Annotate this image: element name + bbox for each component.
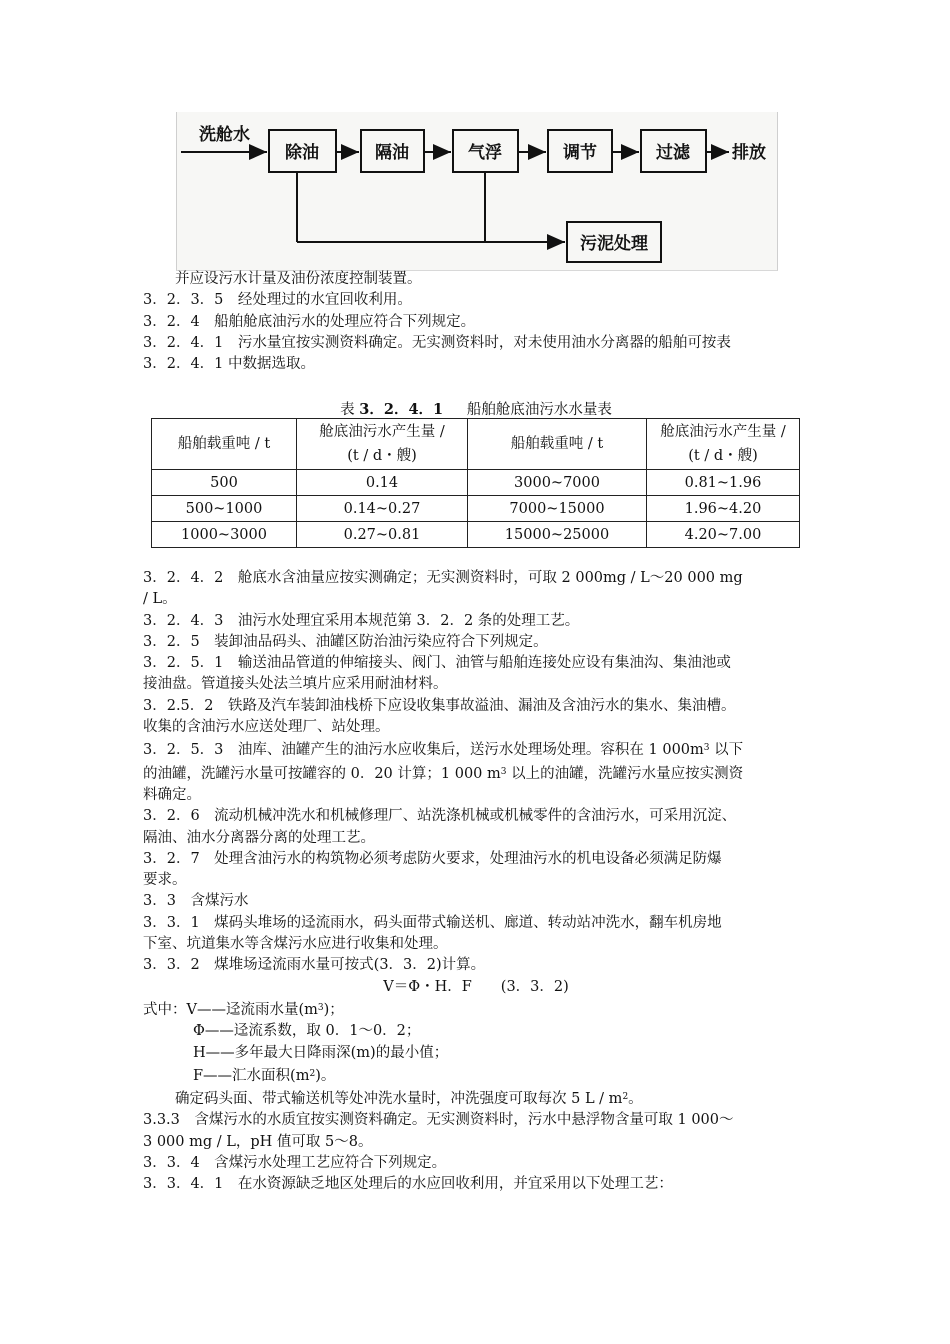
paragraph: 3．2．5 装卸油品码头、油罐区防治油污染应符合下列规定。	[143, 633, 548, 650]
paragraph: 料确定。	[143, 786, 201, 803]
paragraph: 3．2．3．5 经处理过的水宜回收利用。	[143, 292, 412, 309]
text-span: 以上的油罐，洗罐污水量应按实测资	[506, 765, 744, 782]
table-caption-number: 3．2．4．1	[359, 401, 444, 418]
box-adjust-label: 调节	[563, 143, 597, 163]
formula: V＝Φ・H．F (3．3．2)	[383, 978, 569, 995]
paragraph: 3．2．6 流动机械冲洗水和机械修理厂、站洗涤机械或机械零件的含油污水，可采用沉淀、	[143, 808, 737, 825]
table-cell: 1000~3000	[152, 522, 297, 548]
paragraph: 下室、坑道集水等含煤污水应进行收集和处理。	[143, 936, 448, 953]
table-cell: 1.96~4.20	[647, 496, 800, 522]
text-span: )。	[315, 1067, 336, 1084]
table-row	[152, 496, 800, 522]
top-paragraphs	[143, 269, 809, 375]
table-cell: 0.14~0.27	[297, 496, 468, 522]
paragraph: 并应设污水计量及油份浓度控制装置。	[175, 271, 422, 287]
superscript: 3	[500, 766, 507, 777]
paragraph: Φ——迳流系数，取 0．1～0．2；	[193, 1023, 421, 1040]
paragraph: 3．3．2 煤堆场迳流雨水量可按式(3．3．2)计算。	[143, 957, 486, 974]
text-span: 的油罐，洗罐污水量可按罐容的 0．20 计算；1 000 m	[143, 765, 501, 782]
table-row	[152, 470, 800, 496]
table-caption-prefix: 表	[340, 402, 355, 418]
paragraph	[143, 738, 809, 761]
table-cell: 500	[152, 470, 297, 496]
paragraph: / L。	[143, 591, 177, 608]
table-cell: 0.27~0.81	[297, 522, 468, 548]
paragraph	[143, 1064, 809, 1087]
process-flow-diagram	[176, 112, 778, 271]
box-oil-separation-label: 隔油	[375, 143, 409, 163]
paragraph: 3．2．4．2 舱底水含油量应按实测确定；无实测资料时，可取 2 000mg / L～20 000 mg	[143, 570, 743, 586]
header-cell: 船舶载重吨 / t	[468, 419, 647, 470]
text-span: 以下	[709, 742, 744, 759]
header-cell-line: 舱底油污水产生量 /	[319, 424, 445, 440]
header-cell-line: 舱底油污水产生量 /	[660, 424, 786, 440]
box-flotation-label: 气浮	[468, 143, 502, 163]
flow-diagram-svg	[177, 112, 777, 270]
table-row	[152, 522, 800, 548]
paragraph: 隔油、油水分离器分离的处理工艺。	[143, 829, 375, 846]
text-span: 。	[628, 1091, 643, 1108]
text-span: 确定码头面、带式输送机等处冲洗水量时，冲洗强度可取每次 5 L / m	[175, 1091, 623, 1108]
text-span: 式中：V——迳流雨水量(m	[143, 1001, 318, 1018]
paragraph: 3．2．5．1 输送油品管道的伸缩接头、阀门、油管与船舶连接处应设有集油沟、集油池或	[143, 655, 731, 672]
paragraph: 3．2．4 船舶舱底油污水的处理应符合下列规定。	[143, 313, 476, 330]
paragraph	[143, 1087, 809, 1110]
table-cell: 0.14	[297, 470, 468, 496]
table-cell: 3000~7000	[468, 470, 647, 496]
table-header-row	[152, 419, 800, 470]
superscript: 2	[309, 1068, 316, 1079]
oil-water-volume-table	[151, 418, 800, 548]
text-span: F——汇水面积(m	[193, 1067, 310, 1084]
paragraph: 3．3．1 煤码头堆场的迳流雨水，码头面带式输送机、廊道、转动站冲洗水，翻车机房地	[143, 914, 722, 931]
paragraph: 3．3．4．1 在水资源缺乏地区处理后的水应回收利用，并宜采用以下处理工艺：	[143, 1176, 673, 1193]
superscript: 2	[622, 1092, 629, 1103]
paragraph: 3．2．4．1 污水量宜按实测资料确定。无实测资料时，对未使用油水分离器的船舶可按表	[143, 334, 731, 351]
paragraph: 收集的含油污水应送处理厂、站处理。	[143, 719, 390, 736]
superscript: 3	[317, 1002, 324, 1013]
header-cell	[647, 419, 800, 470]
paragraph: 接油盘。管道接头处法兰填片应采用耐油材料。	[143, 676, 448, 693]
paragraph	[143, 762, 809, 785]
box-oil-removal-label: 除油	[285, 143, 319, 163]
paragraph: 3．3．4 含煤污水处理工艺应符合下列规定。	[143, 1155, 447, 1172]
box-filter-label: 过滤	[656, 143, 690, 163]
text-span: 3．2．5．3 油库、油罐产生的油污水应收集后，送污水处理场处理。容积在 1 000m	[143, 742, 704, 759]
paragraph: 3 000 mg / L，pH 值可取 5～8。	[143, 1133, 373, 1150]
superscript: 3	[703, 743, 710, 754]
paragraph: 3．2．7 处理含油污水的构筑物必须考虑防火要求，处理油污水的机电设备必须满足防爆	[143, 850, 722, 867]
table-caption-title: 船舶舱底油污水水量表	[466, 402, 612, 418]
table-cell: 15000~25000	[468, 522, 647, 548]
table-cell: 4.20~7.00	[647, 522, 800, 548]
header-cell-line: (t / d・艘)	[347, 448, 417, 464]
table-cell: 500~1000	[152, 496, 297, 522]
table-cell: 0.81~1.96	[647, 470, 800, 496]
table-caption	[143, 398, 809, 419]
paragraph: 3．2．4．1 中数据选取。	[143, 356, 316, 373]
header-cell: 船舶载重吨 / t	[152, 419, 297, 470]
paragraph	[143, 998, 809, 1021]
header-cell-line: (t / d・艘)	[688, 448, 758, 464]
diagram-output-label: 排放	[732, 143, 766, 163]
paragraph: 3．2．4．3 油污水处理宜采用本规范第 3．2．2 条的处理工艺。	[143, 612, 580, 629]
table-cell: 7000~15000	[468, 496, 647, 522]
box-sludge-treatment-label: 污泥处理	[580, 234, 648, 254]
diagram-input-label: 洗舱水	[199, 125, 250, 145]
paragraph: 3．2.5．2 铁路及汽车装卸油栈桥下应设收集事故溢油、漏油及含油污水的集水、集油槽。	[143, 697, 736, 714]
text-span: )；	[323, 1001, 344, 1018]
paragraph: 要求。	[143, 872, 187, 889]
paragraph: 3.3.3 含煤污水的水质宜按实测资料确定。无实测资料时，污水中悬浮物含量可取 1 000～	[143, 1112, 734, 1129]
paragraph: H——多年最大日降雨深(m)的最小值；	[193, 1044, 449, 1061]
section-heading: 3．3 含煤污水	[143, 893, 249, 910]
main-body-text	[143, 568, 809, 1196]
header-cell	[297, 419, 468, 470]
